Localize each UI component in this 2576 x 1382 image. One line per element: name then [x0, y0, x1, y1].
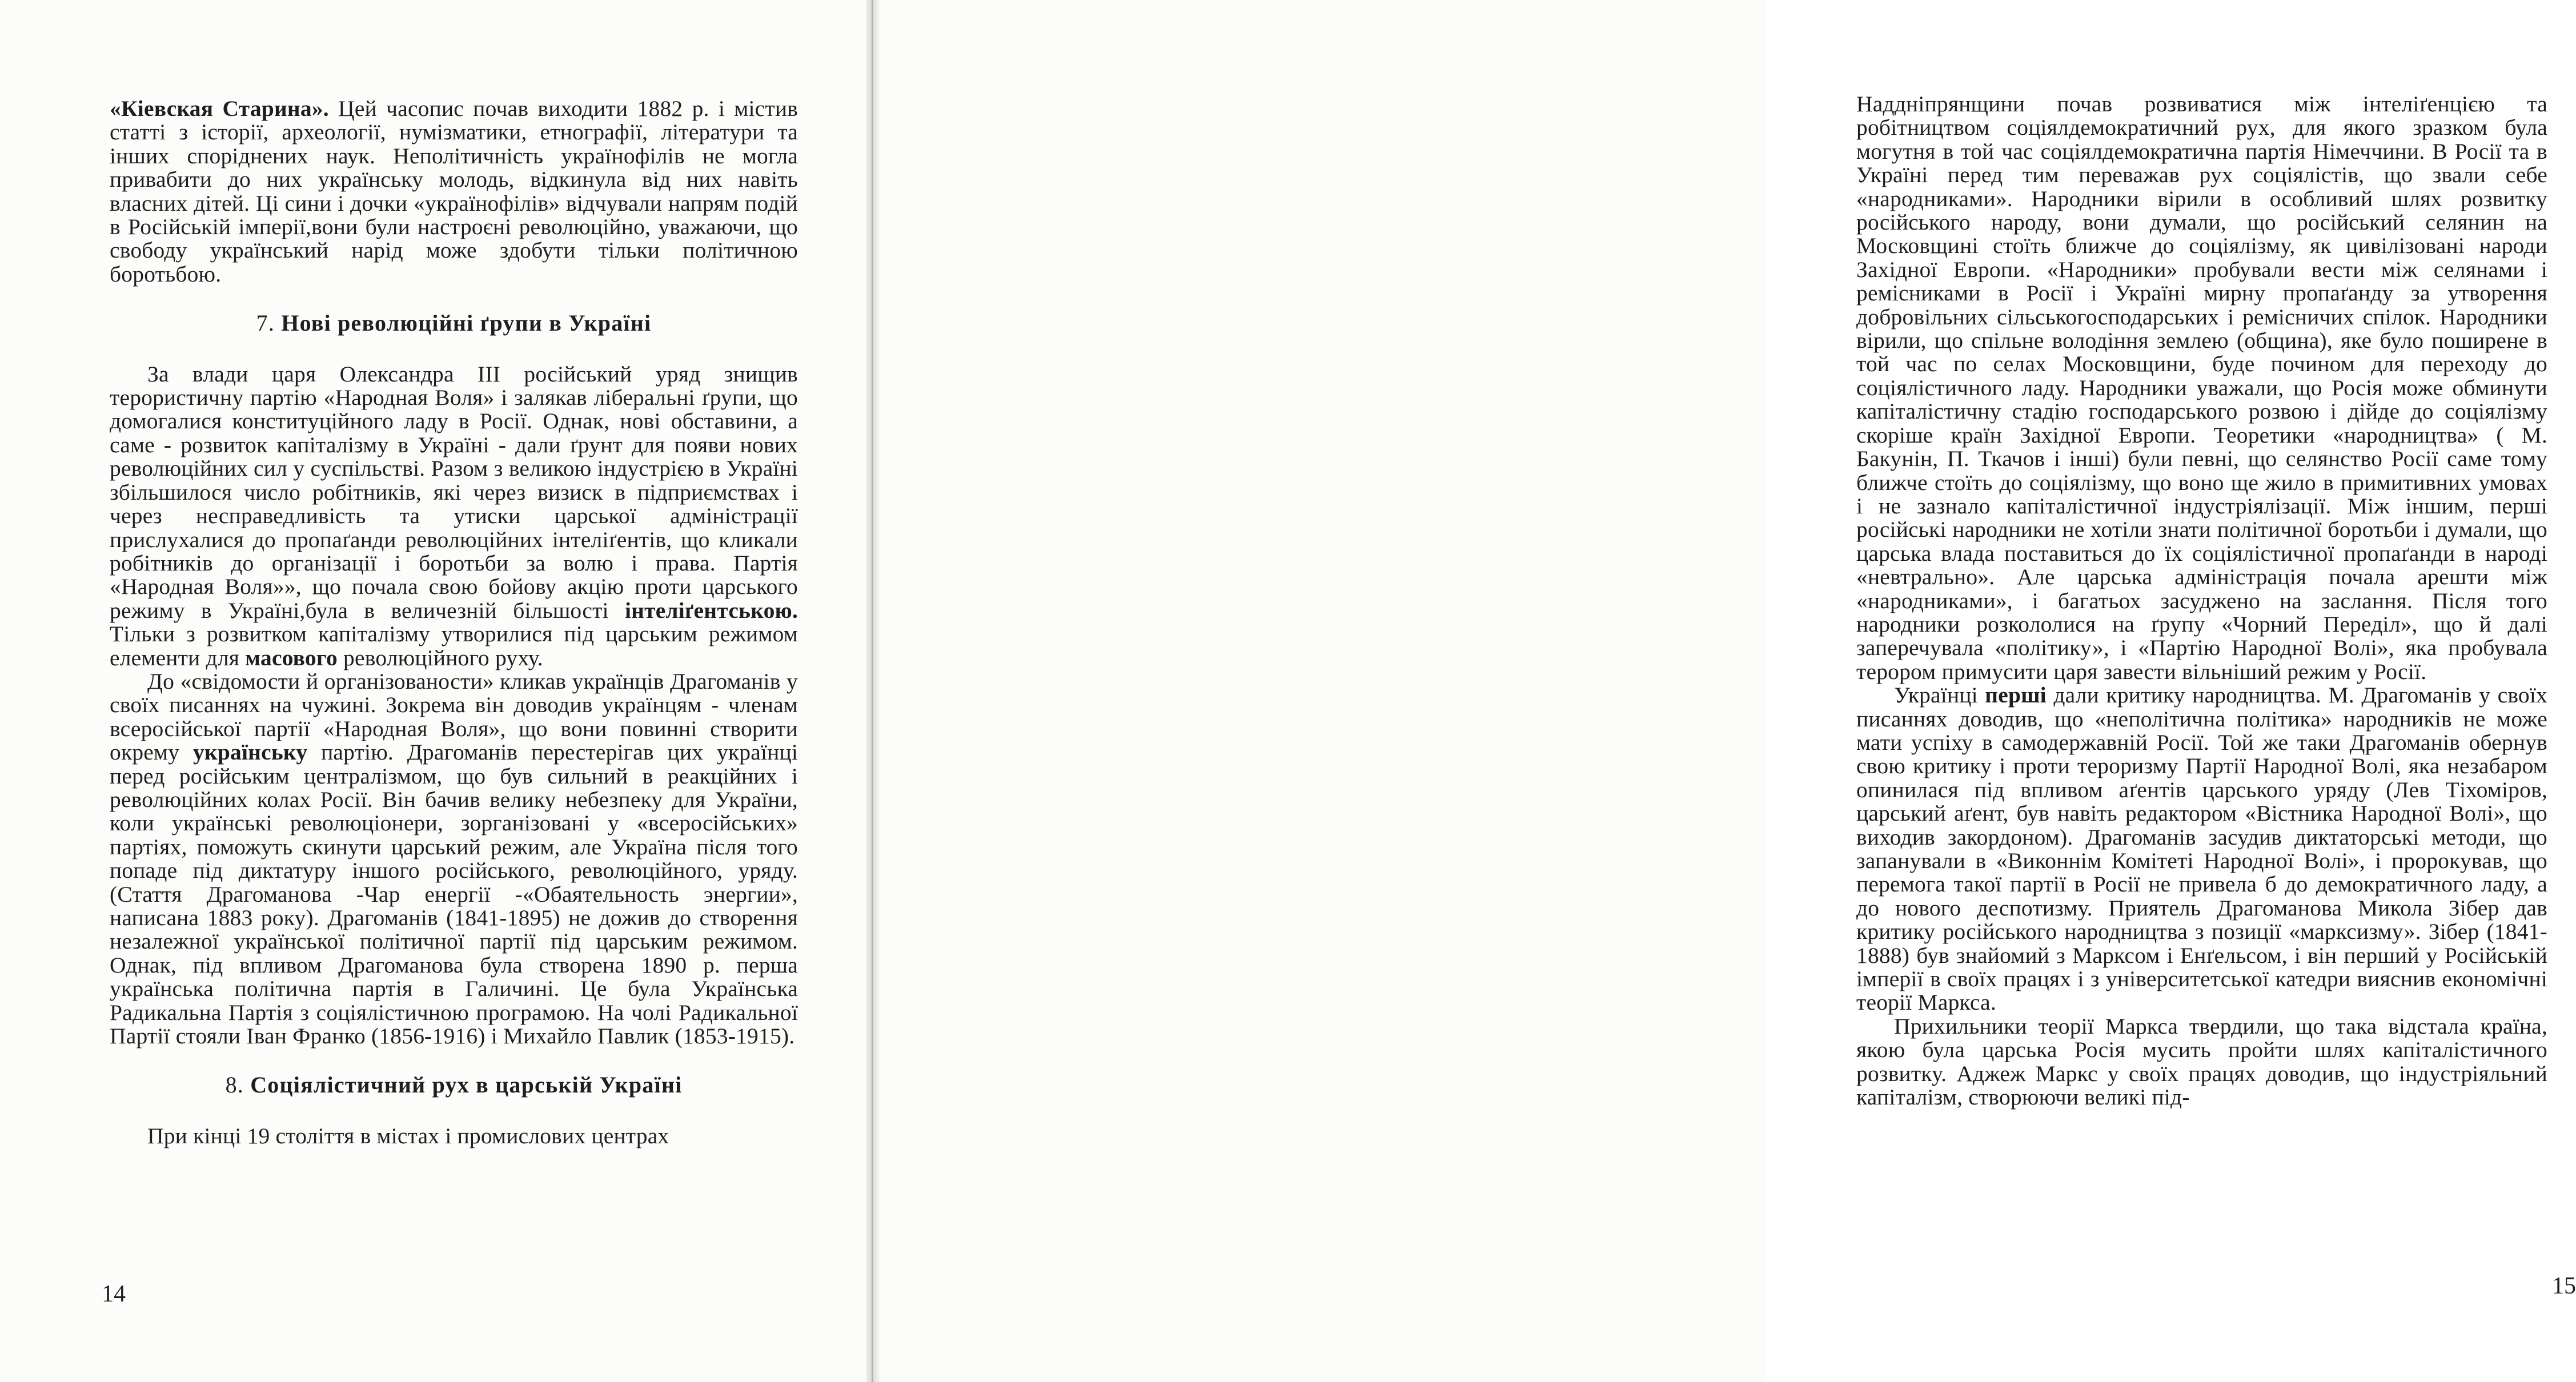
text-run: Українці — [1894, 682, 1985, 708]
bold-run: українську — [192, 740, 308, 765]
paragraph-text: Цей часопис почав виходити 1882 р. і містив статті з історії, археології, нумізматики, етнографії, літератури та інших споріднених наук. Неполітичність українофілів не могла привабити до них українську молодь, відкинула від них навіть власних дітей. Ці сини і дочки «українофілів» відчували напрям подій в Російській імперії,вони були настроєні революційно, уважаючи, що свободу український нарід може здобути тільки політичною боротьбою. — [110, 96, 799, 287]
paragraph-narodnyky: Наддніпрянщини почав розвиватися між інтеліґенцією та робітництвом соціялдемократичний рух, для якого зразком була могутня в той час соціялдемократична партія Німеччини. В Росії та в Україні перед тим переважав рух соціялістів, що звали себе «народниками». Народники вірили в особливий шлях розвитку російського народу, вони думали, що російський селянин на Московщині стоїть ближче до соціялізму, як цивілізовані народи Західної Европи. «Народники» пробували вести між селянами і ремісниками в Росії і Україні мирну пропаґанду за утворення добровільних сільськогосподарських і ремісничих спілок. Народники вірили, що спільне володіння землею (община), яке було поширене в той час по селах Московщини, буде почином для переходу до соціялістичного ладу. Народники уважали, що Росія може обминути капіталістичну стадію господарського розвою і дійде до соціялізму скоріше країн Західної Европи. Теоретики «народництва» ( М. Бакунін, П. Ткачов і інші) були певні, що селянство Росії саме тому ближче стоїть до соціялізму, що воно ще жило в примитивних умовах і не зазнало капіталістичної індустріялізації. Між іншим, перші російські народники не хотіли знати політичної боротьби і думали, що царська влада поставиться до їх соціялістичної пропаґанди в народі «невтрально». Але царська адміністрація почала арешти між «народниками», і багатьох засуджено на заслання. Після того народники розкололися на ґрупу «Чорний Переділ», що й далі заперечувала «політику», і «Партію Народної Волі», яка пробувала терором примусити царя завести вільніший режим у Росії. — [1856, 91, 2547, 684]
bold-run: масового — [245, 645, 338, 670]
page-number-left: 14 — [102, 1281, 126, 1307]
heading-title: Нові революційні ґрупи в Україні — [281, 310, 652, 336]
heading-title: Соціялістичний рух в царській Україні — [250, 1072, 683, 1098]
paragraph-section8-start: При кінці 19 століття в містах і промислових центрах — [147, 1123, 669, 1148]
gutter-fold-line — [872, 0, 873, 1382]
text-run: До «свідомости й організованости» кликав українців Драгоманів у своїх писаннях на чужині. Зокрема він доводив українцям - членам всеросійської партії «Народная Воля», що вони повинні створити окрему — [110, 668, 798, 765]
text-run: Тільки з розвитком капіталізму утворилися під царським режимом елементи для — [110, 621, 798, 670]
section-heading-7 — [110, 311, 798, 335]
paragraph-marx: Прихильники теорії Маркса твердили, що така відстала країна, якою була царська Росія мусить пройти шлях капіталістичного розвитку. Аджеж Маркс у своїх працях доводив, що індустріяльний капіталізм, створюючи великі під- — [1856, 1013, 2547, 1110]
bold-run: перші — [1985, 682, 2047, 708]
bold-run: інтеліґентською. — [624, 597, 798, 623]
paragraph-kievskaya-starina — [110, 97, 798, 286]
paragraph-section7-1 — [110, 363, 798, 670]
heading-number: 7. — [256, 310, 275, 336]
text-run: дали критику народництва. М. Драгоманів у своїх писаннях доводив, що «неполітична політика» народників не може мати успіху в самодержавній Росії. Той же таки Драгоманів обернув свою критику і проти тероризму Партії Народної Волі, яка незабаром опинилася під впливом аґентів царського уряду (Лев Тіхоміров, царський аґент, був навіть редактором «Вістника Народної Волі», що виходив закордоном). Драгоманів засудив диктаторські методи, що запанували в «Виконнім Комітеті Народної Волі», і пророкував, що перемога такої партії в Росії не привела б до демократичного ладу, а до нового деспотизму. Приятель Драгоманова Микола Зібер дав критику російського народництва з позиції «марксизму». Зібер (1841-1888) був знайомий з Марксом і Енґельсом, і він перший у Російській імперії в своїх працях і з університетської катедри вияснив економічні теорії Маркса. — [1856, 682, 2547, 1015]
right-page — [873, 0, 2576, 1382]
heading-number: 8. — [225, 1072, 244, 1098]
text-run: партію. Драгоманів перестерігав цих українці перед російським централізмом, що був сильний в реакційних і революційних колах Росії. Він бачив велику небезпеку для України, коли українські революціонери, зорганізовані у «всеросійських» партіях, поможуть скинути царський режим, але Україна після того попаде під диктатуру іншого російського, революційного, уряду. (Стаття Драгоманова -Чар енергії -«Обаятельность энергии», написана 1883 року). Драгоманів (1841-1895) не дожив до створення незалежної української політичної партії під царським режимом. Однак, під впливом Драгоманова була створена 1890 р. перша українська політична партія в Галичині. Це була Українська Радикальна Партія з соціялістичною програмою. На чолі Радикальної Партії стояли Іван Франко (1856-1916) і Михайло Павлик (1853-1915). — [110, 740, 798, 1049]
paragraph-section7-2 — [110, 670, 798, 1048]
text-run: За влади царя Олександра III російський уряд знищив терористичну партію «Народная Воля» і залякав ліберальні ґрупи, що домогалися конституційного ладу в Росії. Однак, нові обставини, а саме - розвиток капіталізму в Україні - дали ґрунт для появи нових революційних сил у суспільстві. Разом з великою індустрією в Україні збільшилося число робітників, які через визиск в підприємствах і через несправедливість та утиски царської адміністрації прислухалися до пропаґанди революційних інтеліґентів, що кликали робітників до організації і боротьби за волю і права. Партія «Народная Воля»», що почала свою бойову акцію проти царського режиму в Україні,була в величезній більшості — [110, 361, 798, 623]
bold-lead: «Кіевская Старина». — [110, 96, 329, 121]
right-page-text — [1856, 93, 2547, 1109]
paragraph-critique — [1856, 684, 2547, 1015]
book-gutter — [866, 0, 880, 1382]
left-page — [0, 0, 873, 1382]
text-run: революційного руху. — [337, 645, 543, 670]
section-heading-8 — [110, 1073, 798, 1096]
page-number-right: 15 — [2552, 1273, 2576, 1299]
left-page-text — [110, 97, 798, 1148]
